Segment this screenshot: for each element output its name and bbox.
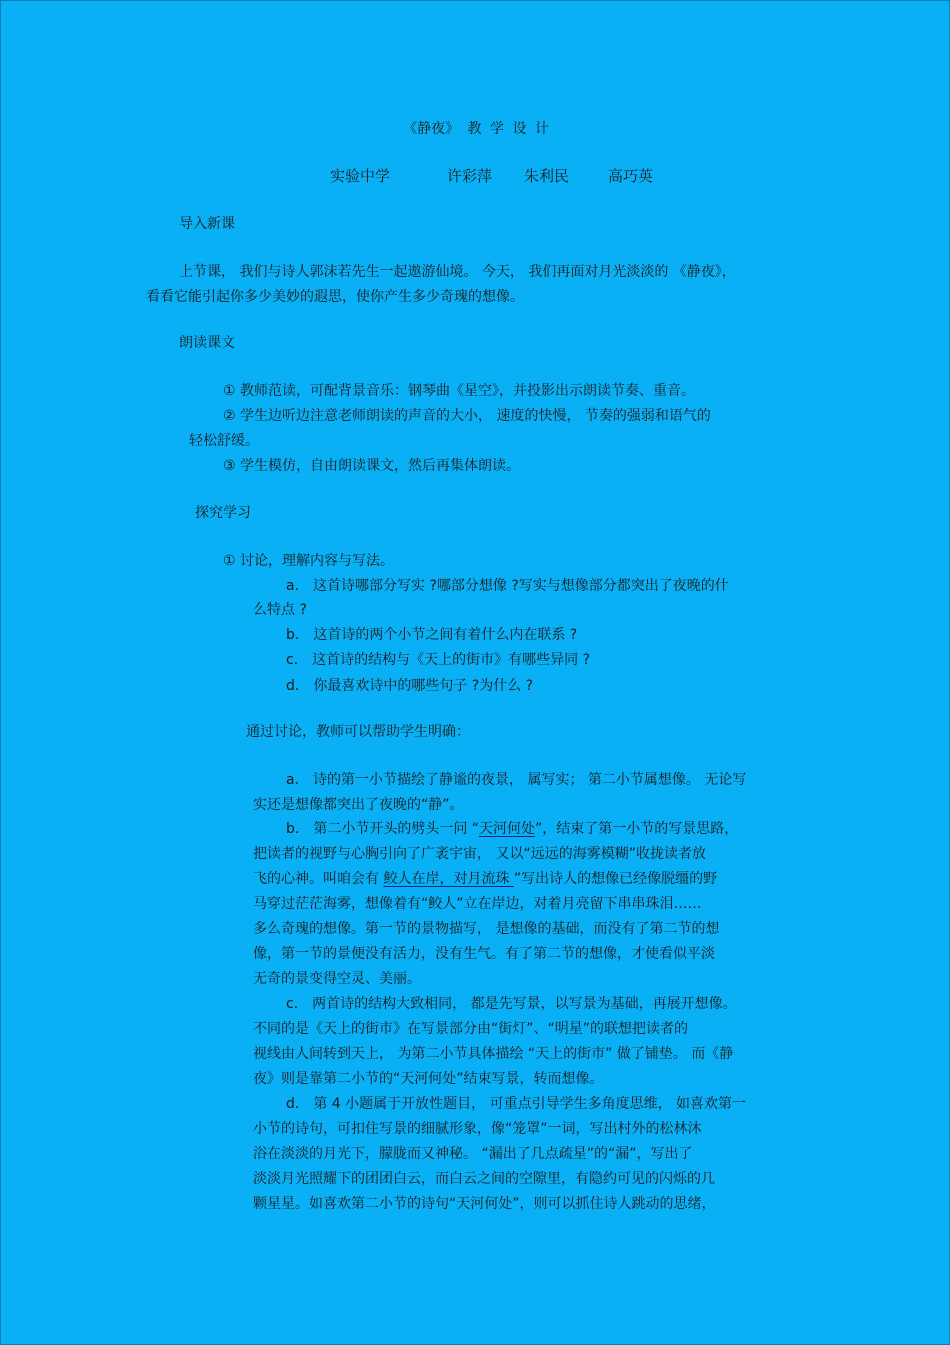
author-school: 实验中学	[330, 167, 391, 185]
answer-b-line-5: 多么奇瑰的想像。第一节的景物描写， 是想像的基础，而没有了第二节的想	[253, 921, 720, 937]
reading-item-3: ③ 学生模仿，自由朗读课文，然后再集体朗读。	[223, 458, 520, 474]
answer-b-line-6: 像，第一节的景便没有活力，没有生气。有了第二节的想像，才使看似平淡	[253, 946, 715, 962]
intro-paragraph-line-1: 上节课， 我们与诗人郭沫若先生一起遨游仙境。 今天， 我们再面对月光淡淡的 《静夜》，	[179, 264, 736, 280]
question-a-cont: 么特点 ?	[253, 602, 307, 618]
author-name-3: 高巧英	[608, 167, 654, 185]
reading-item-2-cont: 轻松舒缓。	[189, 433, 259, 449]
explore-item-1: ① 讨论，理解内容与写法。	[223, 553, 395, 569]
question-d: d． 你最喜欢诗中的哪些句子 ?为什么 ?	[286, 678, 534, 694]
answer-b3-text: 飞的心神。叫咱会有	[253, 871, 384, 887]
answer-c-line-2: 不同的是《天上的街市》在写景部分由“街灯”、“明星”的联想把读者的	[253, 1021, 689, 1037]
intro-paragraph-line-2: 看看它能引起你多少美妙的遐思，使你产生多少奇瑰的想像。	[146, 289, 524, 305]
answer-b-line-4: 马穿过茫茫海雾，想像着有“鲛人”立在岸边，对着月亮留下串串珠泪……	[253, 896, 702, 912]
author-name-2: 朱利民	[524, 167, 570, 185]
question-c: c． 这首诗的结构与《天上的街市》有哪些异同 ?	[286, 652, 591, 668]
author-name-1: 许彩萍	[447, 167, 493, 185]
section-heading-explore: 探究学习	[195, 505, 251, 521]
document-title: 《静夜》 教 学 设 计	[403, 121, 549, 137]
underlined-quote-tianhe: 天河何处	[479, 821, 536, 837]
section-heading-reading: 朗读课文	[179, 335, 235, 351]
answer-a-line-2: 实还是想像都突出了夜晚的“静”。	[253, 797, 464, 813]
question-a: a． 这首诗哪部分写实 ?哪部分想像 ?写实与想像部分都突出了夜晚的什	[286, 578, 729, 594]
answer-b-text-cont: ”，结束了第一小节的写景思路，	[535, 821, 739, 837]
underlined-quote-jiaoren: 鲛人在岸，对月流珠	[383, 871, 514, 887]
answer-b-line-1	[286, 820, 738, 838]
answer-d-line-1: d． 第 4 小题属于开放性题目， 可重点引导学生多角度思维， 如喜欢第一	[286, 1096, 747, 1112]
answer-b-line-3	[253, 870, 717, 888]
answer-d-line-5: 颗星星。如喜欢第二小节的诗句“天河何处”，则可以抓住诗人跳动的思绪，	[253, 1196, 716, 1212]
answer-c-line-3: 视线由人间转到天上， 为第二小节具体描绘 “天上的街市” 做了铺垫。 而《静	[253, 1046, 734, 1062]
answer-d-line-3: 浴在淡淡的月光下，朦胧而又神秘。 “漏出了几点疏星”的“漏”，写出了	[253, 1146, 693, 1162]
answer-c-line-4: 夜》则是靠第二小节的“天河何处”结束写景，转而想像。	[253, 1071, 604, 1087]
answer-a-line-1: a． 诗的第一小节描绘了静谧的夜景， 属写实； 第二小节属想像。 无论写	[286, 772, 747, 788]
answer-b-text: b． 第二小节开头的劈头一问 “	[286, 821, 480, 837]
reading-item-2: ② 学生边听边注意老师朗读的声音的大小， 速度的快慢， 节奏的强弱和语气的	[223, 408, 711, 424]
answer-d-line-2: 小节的诗句，可扣住写景的细腻形象，像“笼罩”一词，写出村外的松林沐	[253, 1121, 702, 1137]
answer-b3-text-cont: ”写出诗人的想像已经像脱缰的野	[513, 871, 718, 887]
answer-c-line-1: c． 两首诗的结构大致相同， 都是先写景，以写景为基础，再展开想像。	[286, 996, 737, 1012]
question-b: b． 这首诗的两个小节之间有着什么内在联系 ?	[286, 627, 578, 643]
discussion-intro: 通过讨论，教师可以帮助学生明确：	[246, 724, 470, 740]
answer-d-line-4: 淡淡月光照耀下的团团白云，而白云之间的空隙里，有隐约可见的闪烁的几	[253, 1171, 715, 1187]
answer-b-line-2: 把读者的视野与心胸引向了广袤宇宙， 又以“远远的海雾模糊”收拢读者放	[253, 846, 706, 862]
section-heading-intro: 导入新课	[179, 216, 235, 232]
reading-item-1: ① 教师范读，可配背景音乐：钢琴曲《星空》，并投影出示朗读节奏、重音。	[223, 383, 695, 399]
answer-b-line-7: 无奇的景变得空灵、美丽。	[253, 971, 421, 987]
